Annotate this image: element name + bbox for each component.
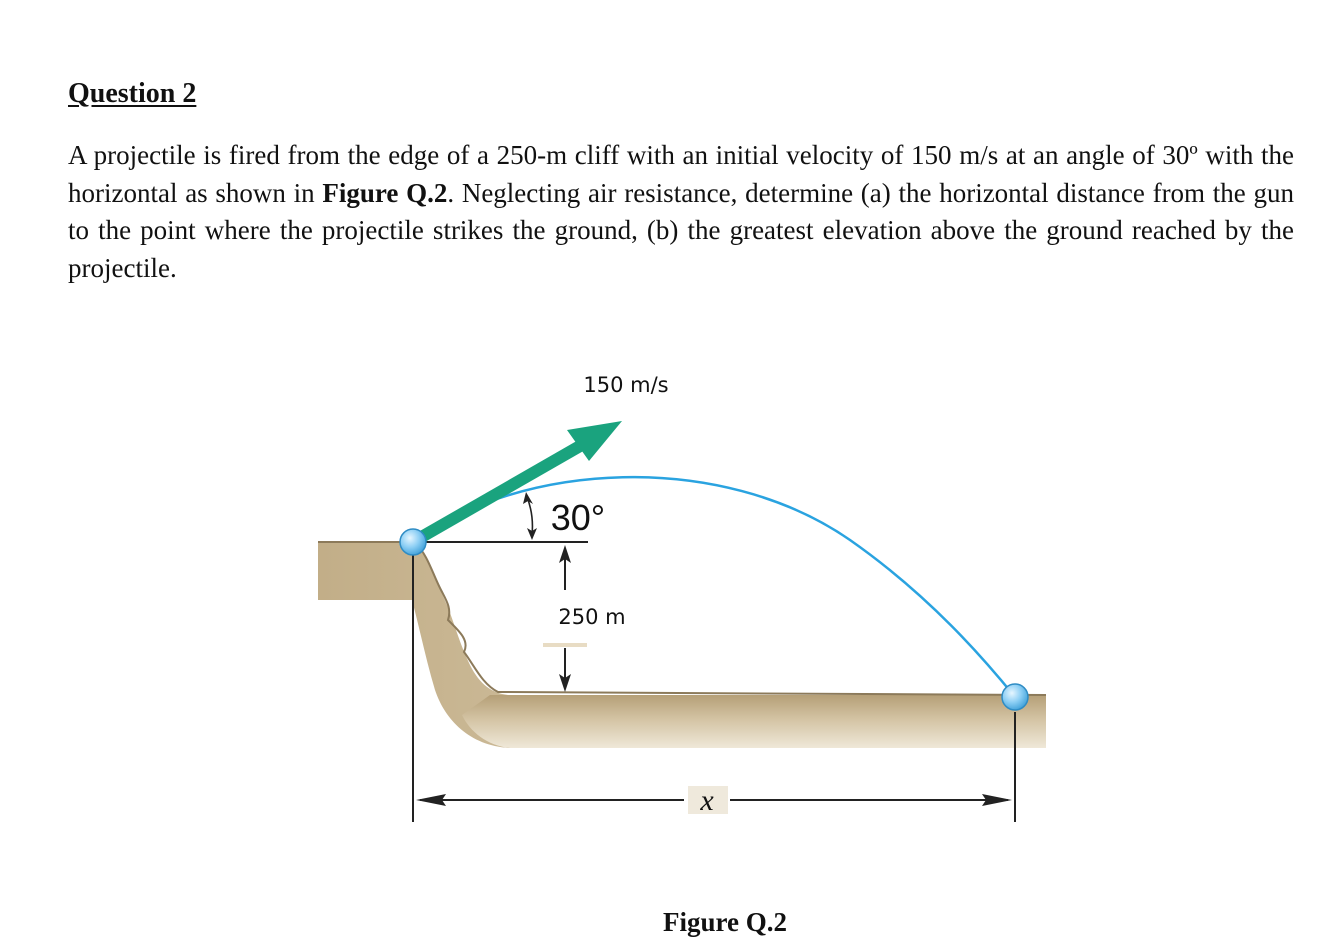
impact-ball (1002, 684, 1028, 710)
problem-text-part2: . Neglecting air resistance, determine (a) the horizontal distance from the gun to the point where the projectile strikes the ground, (b) the greatest elevation above the ground reached by the projectile. (68, 177, 1294, 283)
figure-reference: Figure Q.2 (322, 177, 448, 208)
terrain (318, 542, 1046, 748)
dimensions (413, 492, 1015, 822)
ground-floor (462, 695, 1046, 748)
distance-arrowhead-left (416, 794, 446, 806)
height-label-tick (543, 643, 587, 647)
figure-caption: Figure Q.2 (663, 907, 787, 937)
angle-label: 30° (550, 497, 606, 538)
launch-ball (400, 529, 426, 555)
trajectory-curve (413, 477, 1015, 697)
problem-text-part1: A projectile is fired from the edge of a 250-m cliff with an initial velocity of 150 m/s at an angle of 30º with the horizontal as shown in (68, 140, 1294, 208)
distance-label: x (700, 784, 714, 817)
height-label: 250 m (558, 605, 626, 629)
question-heading: Question 2 (68, 78, 197, 109)
distance-arrowhead-right (982, 794, 1012, 806)
velocity-label: 150 m/s (583, 373, 669, 397)
cliff-face-edge (415, 542, 1046, 695)
